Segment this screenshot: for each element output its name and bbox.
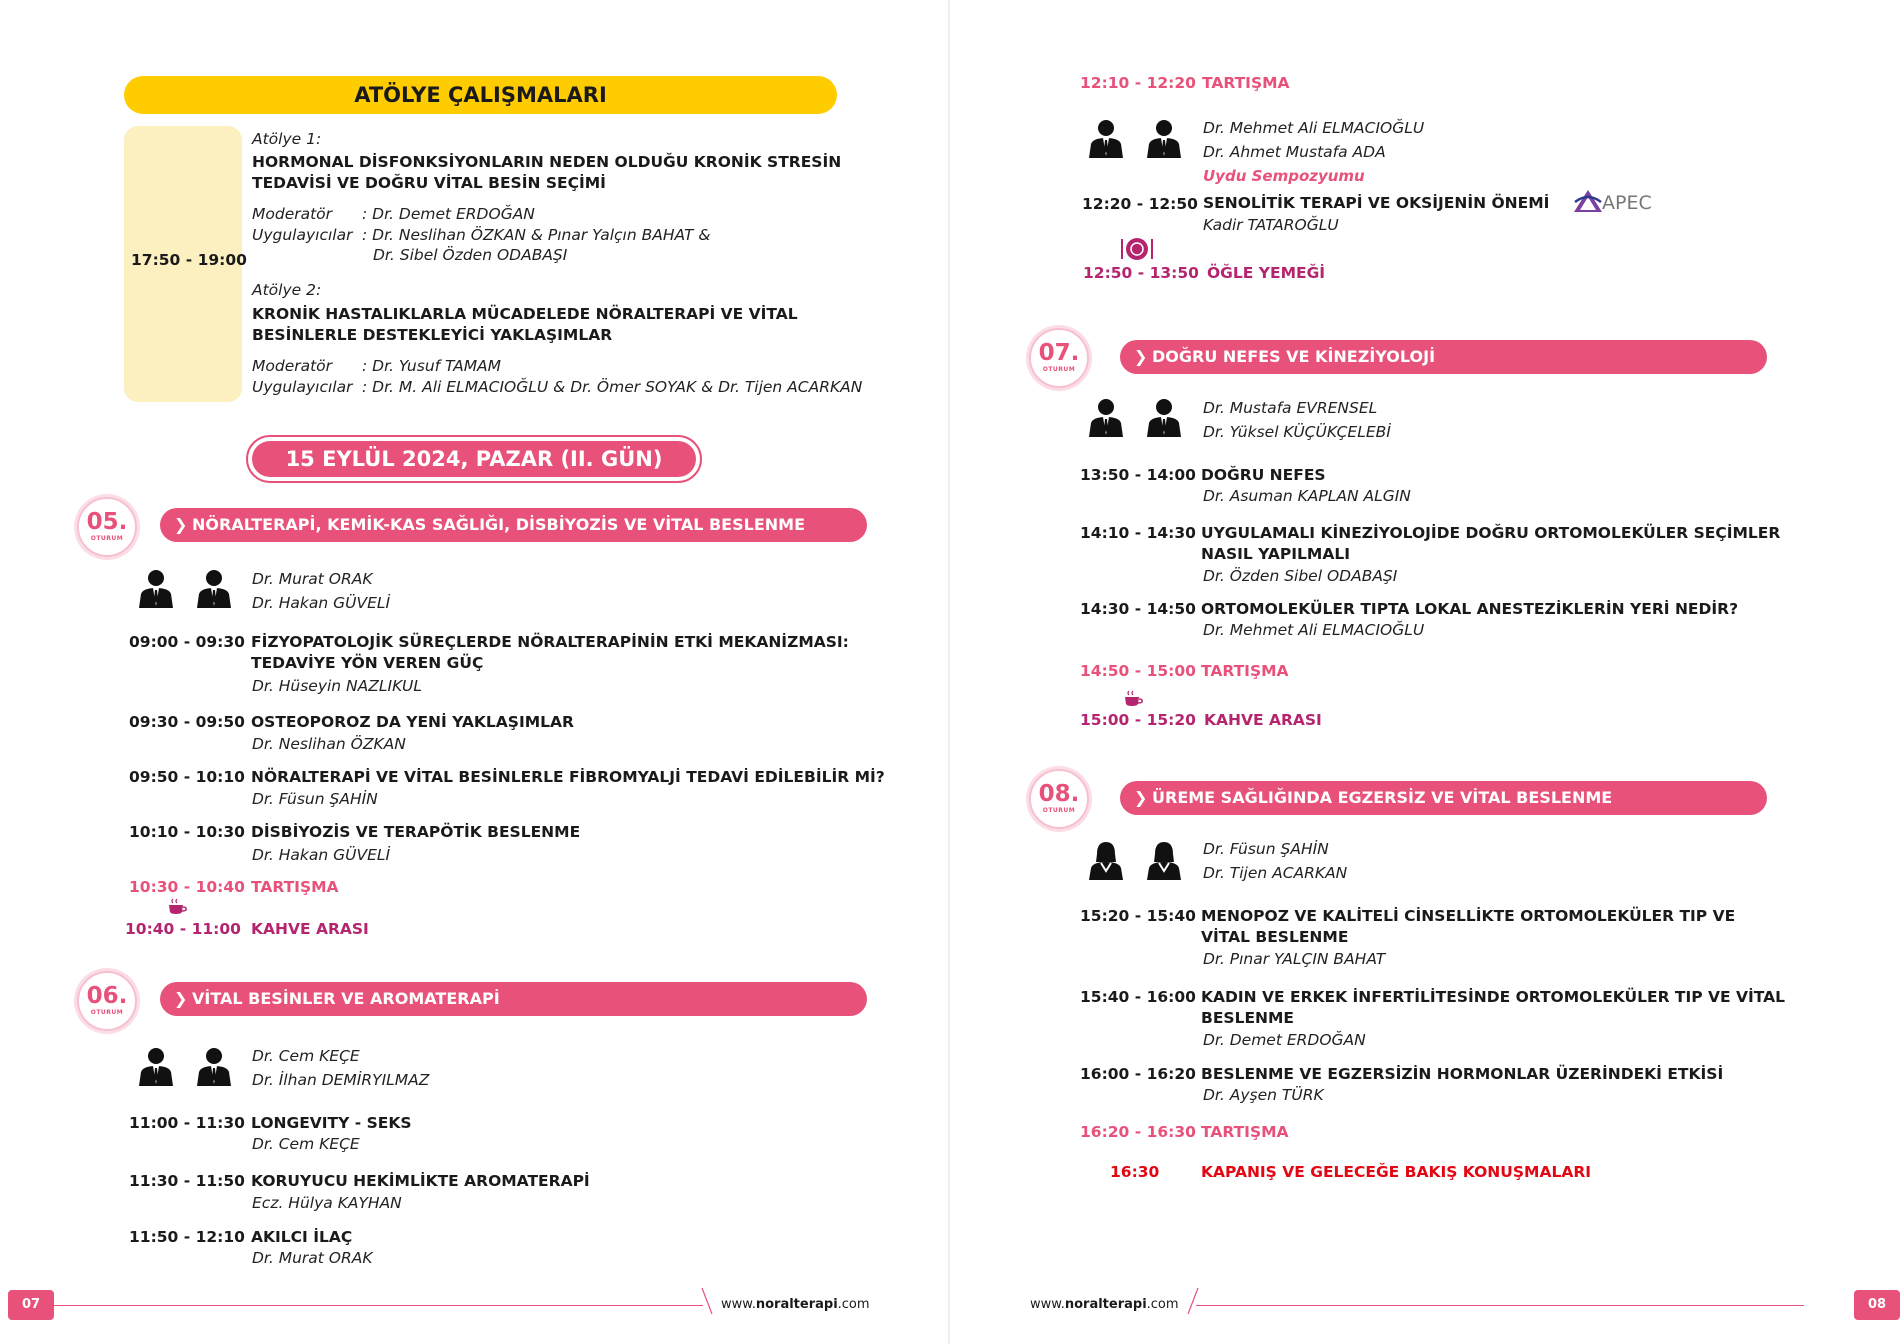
session07-bar <box>1120 340 1767 374</box>
apec-logo-icon <box>1572 188 1604 214</box>
workshop2-label: Atölye 2: <box>252 281 322 299</box>
discussion-time: 12:10 - 12:20 <box>1080 74 1196 92</box>
workshop1-title-1: HORMONAL DİSFONKSİYONLARIN NEDEN OLDUĞU KRONİK STRESİN <box>252 153 842 171</box>
lunch-label: ÖĞLE YEMEĞİ <box>1207 264 1326 282</box>
session05-chair-2: Dr. Hakan GÜVELİ <box>252 594 391 612</box>
footer-slash <box>700 1286 714 1316</box>
talk-speaker: Dr. Ayşen TÜRK <box>1203 1086 1324 1104</box>
session08-label: OTURUM <box>1042 807 1076 814</box>
session05-number: 05. <box>86 509 128 535</box>
session07-badge <box>1029 328 1089 388</box>
session08-chair-2: Dr. Tijen ACARKAN <box>1203 864 1348 882</box>
session06-badge <box>77 971 137 1031</box>
workshop1-label: Atölye 1: <box>252 130 322 148</box>
talk-time: 10:10 - 10:30 <box>129 823 245 841</box>
talk-speaker: Dr. Cem KEÇE <box>252 1135 360 1153</box>
talk-title: OSTEOPOROZ DA YENİ YAKLAŞIMLAR <box>251 713 574 731</box>
footer-rule <box>48 1305 703 1306</box>
male-person-icon <box>193 1044 235 1086</box>
chair-1: Dr. Mehmet Ali ELMACIOĞLU <box>1203 119 1425 137</box>
session05-label: OTURUM <box>90 535 124 542</box>
chair-2: Dr. Ahmet Mustafa ADA <box>1203 143 1386 161</box>
male-person-icon <box>1085 395 1127 437</box>
discussion-label: TARTIŞMA <box>1201 1123 1289 1141</box>
talk-time: 11:00 - 11:30 <box>129 1114 245 1132</box>
talk-title: BESLENME VE EGZERSİZİN HORMONLAR ÜZERİNDEKİ ETKİSİ <box>1201 1065 1724 1083</box>
male-person-icon <box>1085 116 1127 158</box>
talk-title: DOĞRU NEFES <box>1201 466 1326 484</box>
symposium-time: 12:20 - 12:50 <box>1082 195 1198 213</box>
talk-title: KADIN VE ERKEK İNFERTİLİTESİNDE ORTOMOLEKÜLER TIP VE VİTAL <box>1201 988 1786 1006</box>
lunch-time: 12:50 - 13:50 <box>1083 264 1199 282</box>
footer-slash <box>1186 1286 1200 1316</box>
male-person-icon <box>1143 116 1185 158</box>
session05-title: NÖRALTERAPİ, KEMİK-KAS SAĞLIĞI, DİSBİYOZİS VE VİTAL BESLENME <box>192 515 805 534</box>
page-number: 08 <box>1854 1290 1900 1320</box>
talk-title: AKILCI İLAÇ <box>251 1228 353 1246</box>
talk-time: 11:50 - 12:10 <box>129 1228 245 1246</box>
right-page <box>950 0 1900 1344</box>
workshop1-moderator: : Dr. Demet ERDOĞAN <box>362 205 535 223</box>
talk-time: 11:30 - 11:50 <box>129 1172 245 1190</box>
workshop1-title-2: TEDAVİSİ VE DOĞRU VİTAL BESİN SEÇİMİ <box>252 174 606 192</box>
session06-chair-1: Dr. Cem KEÇE <box>252 1047 360 1065</box>
session05-bar <box>160 508 867 542</box>
talk-time: 15:20 - 15:40 <box>1080 907 1196 925</box>
talk-title: NÖRALTERAPİ VE VİTAL BESİNLERLE FİBROMYALJİ TEDAVİ EDİLEBİLİR Mİ? <box>251 768 885 786</box>
session06-bar <box>160 982 867 1016</box>
workshop2-practitioners-label: Uygulayıcılar <box>252 378 353 396</box>
talk-speaker: Ecz. Hülya KAYHAN <box>252 1194 402 1212</box>
coffee-cup-icon <box>1123 690 1145 708</box>
talk-speaker: Dr. Neslihan ÖZKAN <box>252 735 406 753</box>
talk-time: 15:40 - 16:00 <box>1080 988 1196 1006</box>
left-page <box>0 0 948 1344</box>
talk-speaker: Dr. Pınar YALÇIN BAHAT <box>1203 950 1386 968</box>
talk-speaker: Dr. Asuman KAPLAN ALGIN <box>1203 487 1411 505</box>
talk-time: 09:30 - 09:50 <box>129 713 245 731</box>
talk-speaker: Dr. Füsun ŞAHİN <box>252 790 378 808</box>
coffee-time: 15:00 - 15:20 <box>1080 711 1196 729</box>
discussion-time: 10:30 - 10:40 <box>129 878 245 896</box>
workshop2-title-1: KRONİK HASTALIKLARLA MÜCADELEDE NÖRALTERAPİ VE VİTAL <box>252 305 798 323</box>
symposium-title: SENOLİTİK TERAPİ VE OKSİJENİN ÖNEMİ <box>1203 194 1550 212</box>
session08-chair-1: Dr. Füsun ŞAHİN <box>1203 840 1329 858</box>
session06-chair-2: Dr. İlhan DEMİRYILMAZ <box>252 1071 430 1089</box>
talk-title-cont: TEDAVİYE YÖN VEREN GÜÇ <box>251 654 484 672</box>
chevron-right-icon: ❯ <box>174 989 188 1008</box>
talk-title: MENOPOZ VE KALİTELİ CİNSELLİKTE ORTOMOLEKÜLER TIP VE <box>1201 907 1736 925</box>
talk-speaker: Dr. Murat ORAK <box>252 1249 373 1267</box>
chevron-right-icon: ❯ <box>174 515 188 534</box>
session08-badge <box>1029 769 1089 829</box>
discussion-label: TARTIŞMA <box>251 878 339 896</box>
session08-bar <box>1120 781 1767 815</box>
workshop2-practitioners: : Dr. M. Ali ELMACIOĞLU & Dr. Ömer SOYAK & Dr. Tijen ACARKAN <box>362 378 863 396</box>
workshop1-practitioners-1: : Dr. Neslihan ÖZKAN & Pınar Yalçın BAHAT & <box>362 226 711 244</box>
talk-speaker: Dr. Hakan GÜVELİ <box>252 846 391 864</box>
session07-title: DOĞRU NEFES VE KİNEZİYOLOJİ <box>1152 347 1436 366</box>
male-person-icon <box>135 1044 177 1086</box>
chevron-right-icon: ❯ <box>1134 347 1148 366</box>
session05-badge <box>77 497 137 557</box>
female-person-icon <box>1143 838 1185 880</box>
talk-speaker: Dr. Hüseyin NAZLIKUL <box>252 677 422 695</box>
footer-rule <box>1196 1305 1804 1306</box>
talk-time: 16:00 - 16:20 <box>1080 1065 1196 1083</box>
day-title: 15 EYLÜL 2024, PAZAR (II. GÜN) <box>252 441 696 477</box>
session08-number: 08. <box>1038 781 1080 807</box>
workshop1-practitioners-label: Uygulayıcılar <box>252 226 353 244</box>
talk-title: UYGULAMALI KİNEZİYOLOJİDE DOĞRU ORTOMOLEKÜLER SEÇİMLER <box>1201 524 1781 542</box>
session08-title: ÜREME SAĞLIĞINDA EGZERSİZ VE VİTAL BESLENME <box>1152 788 1613 807</box>
closing-time: 16:30 <box>1110 1163 1160 1181</box>
talk-title-cont: NASIL YAPILMALI <box>1201 545 1350 563</box>
workshop2-title-2: BESİNLERLE DESTEKLEYİCİ YAKLAŞIMLAR <box>252 326 613 344</box>
workshop1-moderator-label: Moderatör <box>252 205 333 223</box>
coffee-label: KAHVE ARASI <box>251 920 369 938</box>
discussion-time: 16:20 - 16:30 <box>1080 1123 1196 1141</box>
plate-cutlery-icon <box>1120 236 1154 262</box>
session07-number: 07. <box>1038 340 1080 366</box>
coffee-label: KAHVE ARASI <box>1204 711 1322 729</box>
website-link[interactable]: www.noralterapi.com <box>721 1297 870 1312</box>
talk-title: ORTOMOLEKÜLER TIPTA LOKAL ANESTEZİKLERİN YERİ NEDİR? <box>1201 600 1739 618</box>
talk-time: 09:50 - 10:10 <box>129 768 245 786</box>
day-header <box>246 435 702 483</box>
workshop2-moderator-label: Moderatör <box>252 357 333 375</box>
talk-speaker: Dr. Mehmet Ali ELMACIOĞLU <box>1203 621 1425 639</box>
workshop2-moderator: : Dr. Yusuf TAMAM <box>362 357 502 375</box>
talk-title: LONGEVITY - SEKS <box>251 1114 412 1132</box>
workshop1-practitioners-2: Dr. Sibel Özden ODABAŞI <box>373 246 568 264</box>
session06-label: OTURUM <box>90 1009 124 1016</box>
talk-time: 13:50 - 14:00 <box>1080 466 1196 484</box>
talk-title: KORUYUCU HEKİMLİKTE AROMATERAPİ <box>251 1172 590 1190</box>
session07-label: OTURUM <box>1042 366 1076 373</box>
talk-title: FİZYOPATOLOJİK SÜREÇLERDE NÖRALTERAPİNİN ETKİ MEKANİZMASI: <box>251 633 849 651</box>
workshop-time: 17:50 - 19:00 <box>131 251 247 269</box>
closing-label: KAPANIŞ VE GELECEĞE BAKIŞ KONUŞMALARI <box>1201 1163 1592 1181</box>
chevron-right-icon: ❯ <box>1134 788 1148 807</box>
session07-chair-2: Dr. Yüksel KÜÇÜKÇELEBİ <box>1203 423 1391 441</box>
talk-title-cont: BESLENME <box>1201 1009 1295 1027</box>
satellite-symposium-label: Uydu Sempozyumu <box>1203 167 1365 185</box>
discussion-time: 14:50 - 15:00 <box>1080 662 1196 680</box>
page-number: 07 <box>8 1290 54 1320</box>
coffee-time: 10:40 - 11:00 <box>125 920 241 938</box>
male-person-icon <box>135 566 177 608</box>
discussion-label: TARTIŞMA <box>1202 74 1290 92</box>
talk-time: 14:10 - 14:30 <box>1080 524 1196 542</box>
male-person-icon <box>193 566 235 608</box>
session06-title: VİTAL BESİNLER VE AROMATERAPİ <box>192 989 500 1008</box>
talk-title: DİSBİYOZİS VE TERAPÖTİK BESLENME <box>251 823 581 841</box>
talk-time: 14:30 - 14:50 <box>1080 600 1196 618</box>
female-person-icon <box>1085 838 1127 880</box>
discussion-label: TARTIŞMA <box>1201 662 1289 680</box>
workshops-header: ATÖLYE ÇALIŞMALARI <box>124 76 837 114</box>
website-link[interactable]: www.noralterapi.com <box>1030 1297 1179 1312</box>
male-person-icon <box>1143 395 1185 437</box>
session07-chair-1: Dr. Mustafa EVRENSEL <box>1203 399 1378 417</box>
talk-time: 09:00 - 09:30 <box>129 633 245 651</box>
apec-logo-text: APEC <box>1602 192 1652 214</box>
talk-title-cont: VİTAL BESLENME <box>1201 928 1349 946</box>
session06-number: 06. <box>86 983 128 1009</box>
symposium-speaker: Kadir TATAROĞLU <box>1203 216 1339 234</box>
talk-speaker: Dr. Demet ERDOĞAN <box>1203 1031 1366 1049</box>
session05-chair-1: Dr. Murat ORAK <box>252 570 373 588</box>
coffee-cup-icon <box>167 898 189 916</box>
talk-speaker: Dr. Özden Sibel ODABAŞI <box>1203 567 1398 585</box>
